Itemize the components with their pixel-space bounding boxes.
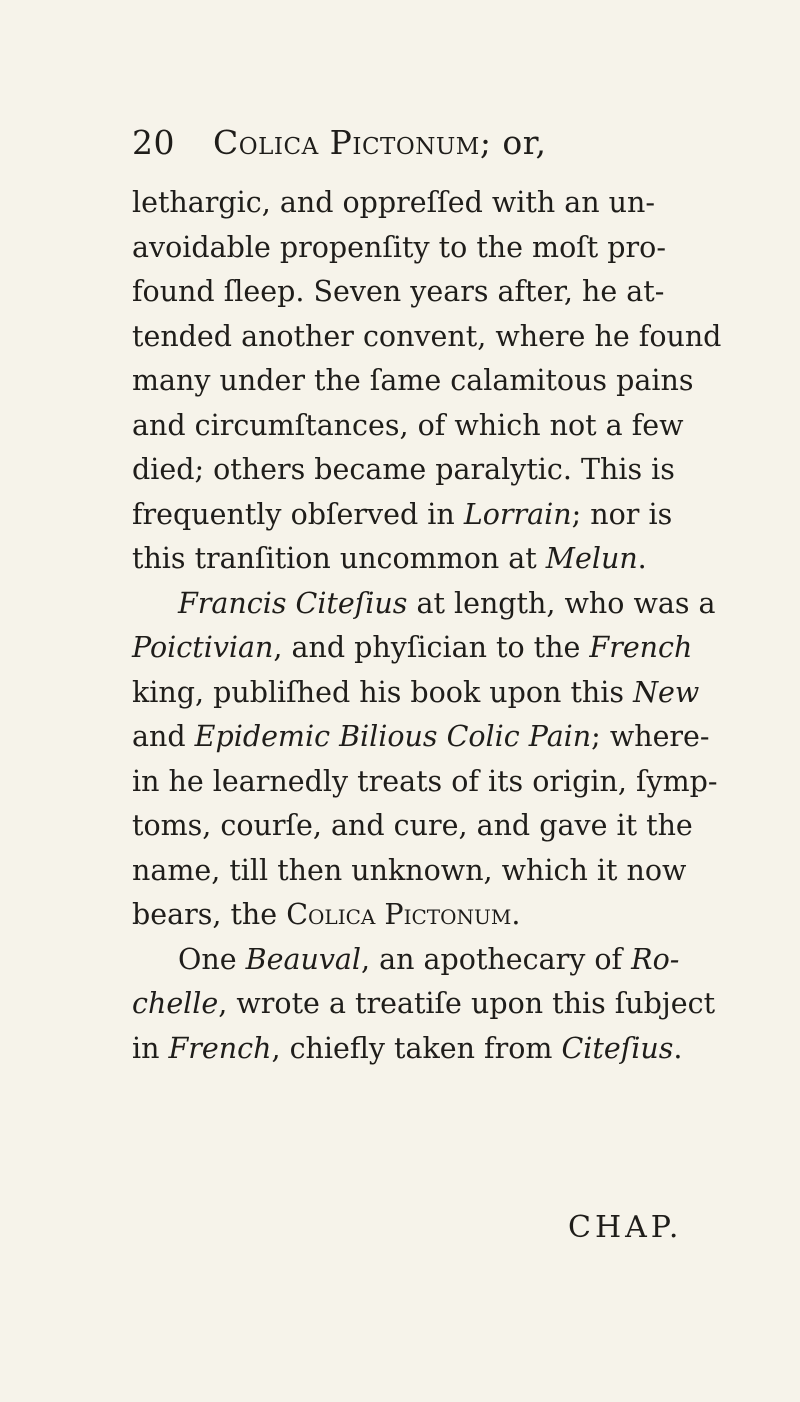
text-line: many under the ſame calamitous pains [132, 364, 694, 397]
text-line: found ſleep. Seven years after, he at- [132, 275, 665, 308]
text-line: this tranſition uncommon at Melun. [132, 542, 647, 575]
text-line: frequently obſerved in Lorrain; nor is [132, 497, 673, 531]
paragraph-start: Francis Citeſius at length, who was a [178, 586, 716, 620]
text-line: tended another convent, where he found [132, 319, 722, 353]
page-number: 20 [132, 123, 175, 162]
text-line: king, publiſhed his book upon this New [132, 675, 700, 709]
text-line: died; others became paralytic. This is [132, 453, 675, 486]
paragraph-start: One Beauval, an apothecary of Ro- [178, 942, 680, 976]
text-line: bears, the Colica Pictonum. [132, 898, 521, 931]
text-line: toms, courſe, and cure, and gave it the [132, 809, 693, 842]
text-line: in French, chiefly taken from Citeſius. [132, 1031, 683, 1065]
text-line: Poictivian, and phyſician to the French [132, 631, 693, 664]
text-line: and Epidemic Bilious Colic Pain; where- [132, 720, 710, 753]
text-line: and circumſtances, of which not a few [132, 408, 684, 442]
running-head [132, 123, 770, 175]
text-line: chelle, wrote a treatiſe upon this ſubject [132, 987, 716, 1020]
text-line: lethargic, and oppreſſed with an un- [132, 186, 656, 219]
body-text [132, 181, 770, 1071]
text-line: in he learnedly treats of its origin, ſymp- [132, 764, 718, 798]
text-line: avoidable propenſity to the moſt pro- [132, 230, 666, 264]
running-title: Colica Pictonum [213, 123, 480, 162]
catchword: CHAP. [568, 1210, 683, 1245]
running-title-suffix: ; or, [479, 123, 547, 162]
text-line: name, till then unknown, which it now [132, 853, 687, 887]
